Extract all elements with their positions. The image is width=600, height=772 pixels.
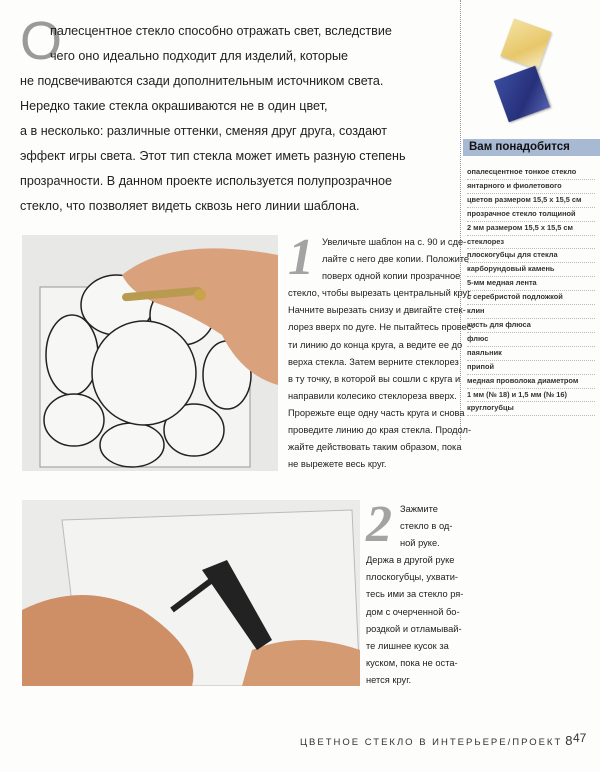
- violet-glass-sample: [494, 66, 550, 122]
- photo-cutting-circle: [22, 235, 278, 471]
- intro-line: прозрачности. В данном проекте используется полупрозрачное: [20, 174, 393, 188]
- intro-line: а в несколько: различные оттенки, сменяя друг друга, создают: [20, 124, 388, 138]
- step-text-line: в ту точку, в которой вы сошли с круга и: [288, 373, 461, 384]
- step-text-line: Держа в другой руке: [366, 555, 455, 566]
- material-item: опалесцентное тонкое стекло: [467, 166, 595, 180]
- material-item: плоскогубцы для стекла: [467, 249, 595, 263]
- step-text-line: лайте с него две копии. Положите: [322, 254, 470, 265]
- material-item: припой: [467, 361, 595, 375]
- step-text-line: Начните вырезать снизу и двигайте стек-: [288, 305, 466, 316]
- material-item: стеклорез: [467, 236, 595, 250]
- intro-line: эффект игры света. Этот тип стекла может иметь разную степень: [20, 149, 406, 163]
- material-item: 5-мм медная лента: [467, 277, 595, 291]
- step-text-line: стекло в од-: [400, 521, 453, 532]
- material-item: паяльник: [467, 347, 595, 361]
- photo-breaking-glass: [22, 500, 360, 686]
- intro-line: палесцентное стекло способно отражать свет, вследствие: [50, 24, 392, 38]
- material-item: цветов размером 15,5 x 15,5 см: [467, 194, 595, 208]
- intro-line: чего оно идеально подходит для изделий, которые: [50, 49, 348, 63]
- material-item: 1 мм (№ 18) и 1,5 мм (№ 16): [467, 389, 595, 403]
- material-item: клин: [467, 305, 595, 319]
- step-text-line: поверх одной копии прозрачное: [322, 271, 461, 282]
- step-text-line: жайте действовать таким образом, пока: [288, 442, 462, 453]
- material-item: круглогубцы: [467, 402, 595, 416]
- material-item: янтарного и фиолетового: [467, 180, 595, 194]
- step-text-line: те лишнее кусок за: [366, 640, 449, 651]
- step-text-line: ной руке.: [400, 538, 440, 549]
- step-text-line: Увеличьте шаблон на с. 90 и сде-: [322, 237, 467, 247]
- material-item: с серебристой подложкой: [467, 291, 595, 305]
- step-text-line: куском, пока не оста-: [366, 657, 458, 668]
- step-text-line: нется круг.: [366, 674, 412, 685]
- step-text-line: не вырежете весь круг.: [288, 459, 387, 470]
- material-item: флюс: [467, 333, 595, 347]
- footer-title: ЦВЕТНОЕ СТЕКЛО В ИНТЕРЬЕРЕ/ПРОЕКТ: [300, 737, 563, 748]
- step-text-line: плоскогубцы, ухвати-: [366, 572, 459, 583]
- step-2: [366, 496, 476, 689]
- step-text-line: проведите линию до края стекла. Продол-: [288, 425, 472, 436]
- step-1: [288, 229, 475, 473]
- intro-line: не подсвечиваются сзади дополнительным источником света.: [20, 74, 384, 88]
- step-text-line: тесь ими за стекло ря-: [366, 589, 464, 600]
- step-text-line: Прорежьте еще одну часть круга и снова: [288, 407, 465, 418]
- step-text-line: Зажмите: [400, 504, 438, 514]
- step-text-line: ти линию до конца круга, а ведите ее до: [288, 339, 463, 350]
- page-number: 47: [573, 731, 587, 745]
- intro-line: Нередко такие стекла окрашиваются не в один цвет,: [20, 99, 328, 113]
- step-text-line: верха стекла. Затем верните стеклорез: [288, 356, 459, 367]
- step-text-line: стекло, чтобы вырезать центральный круг.: [288, 288, 473, 299]
- materials-list: [467, 166, 595, 416]
- step-text-line: дом с очерченной бо-: [366, 606, 460, 617]
- material-item: прозрачное стекло толщиной: [467, 208, 595, 222]
- material-item: кисть для флюса: [467, 319, 595, 333]
- material-item: 2 мм размером 15,5 x 15,5 см: [467, 222, 595, 236]
- running-footer: [300, 733, 573, 748]
- step-number: 1: [288, 229, 314, 286]
- material-item: карборундовый камень: [467, 263, 595, 277]
- sidebar-title: Вам понадобится: [463, 139, 600, 156]
- drop-cap: О: [20, 11, 63, 71]
- footer-project-number: 8: [565, 733, 573, 748]
- sidebar-divider: [460, 0, 461, 440]
- step-text-line: направили колесико стеклореза вверх.: [288, 390, 457, 401]
- material-item: медная проволока диаметром: [467, 375, 595, 389]
- step-text-line: лорез вверх по дуге. Не пытайтесь провес-: [288, 322, 475, 333]
- step-text-line: роздкой и отламывай-: [366, 623, 462, 634]
- amber-glass-sample: [500, 18, 551, 69]
- intro-line: стекло, что позволяет видеть сквозь него линии шаблона.: [20, 199, 360, 213]
- intro-text: [20, 19, 406, 219]
- step-number: 2: [366, 496, 392, 553]
